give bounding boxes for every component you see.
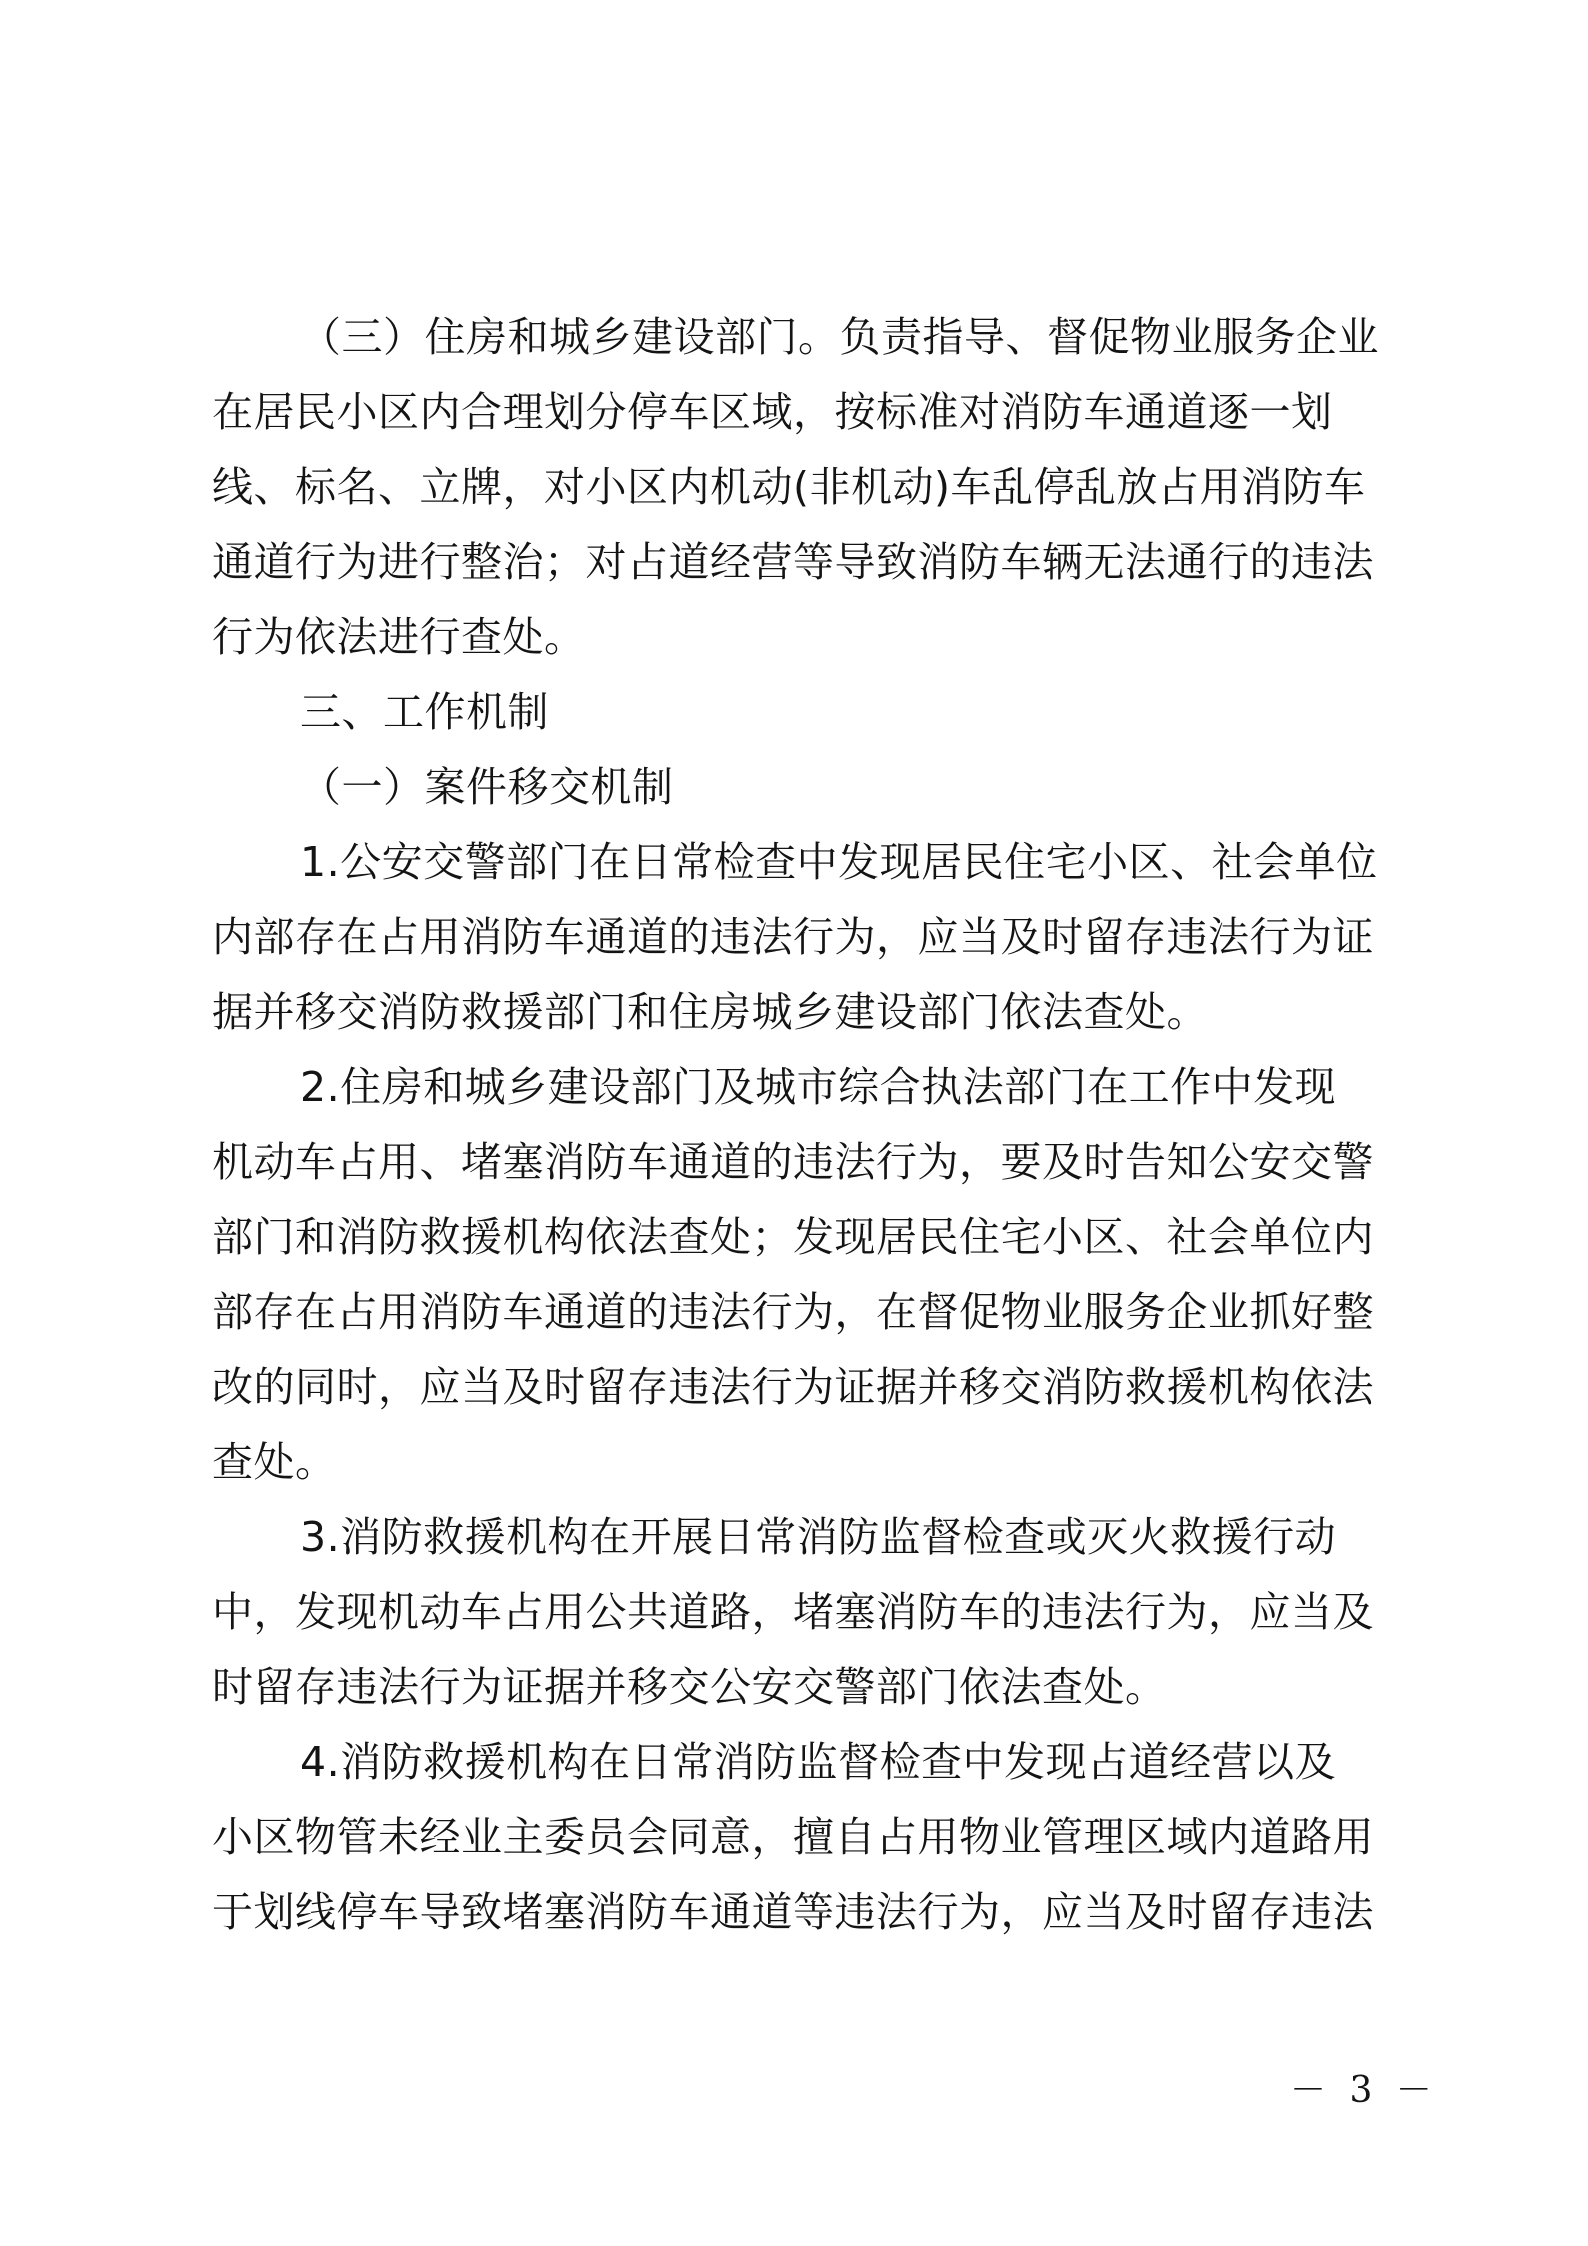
text-line: 1.公安交警部门在日常检查中发现居民住宅小区、社会单位 <box>300 838 1378 886</box>
text-line: 线、标名、立牌，对小区内机动(非机动)车乱停乱放占用消防车 <box>212 463 1366 511</box>
text-line: 时留存违法行为证据并移交公安交警部门依法查处。 <box>212 1663 1167 1711</box>
text-line: （三）住房和城乡建设部门。负责指导、督促物业服务企业 <box>300 313 1379 361</box>
page-number: － 3 － <box>1290 2070 1438 2111</box>
text-line: 于划线停车导致堵塞消防车通道等违法行为，应当及时留存违法 <box>212 1888 1374 1936</box>
text-line: 内部存在占用消防车通道的违法行为，应当及时留存违法行为证 <box>212 913 1374 961</box>
text-line: 小区物管未经业主委员会同意，擅自占用物业管理区域内道路用 <box>212 1813 1374 1861</box>
text-line: 查处。 <box>212 1438 337 1486</box>
text-line: 2.住房和城乡建设部门及城市综合执法部门在工作中发现 <box>300 1063 1337 1111</box>
text-line: 4.消防救援机构在日常消防监督检查中发现占道经营以及 <box>300 1738 1337 1786</box>
text-line: 通道行为进行整治；对占道经营等导致消防车辆无法通行的违法 <box>212 538 1374 586</box>
text-line: 改的同时，应当及时留存违法行为证据并移交消防救援机构依法 <box>212 1363 1374 1411</box>
text-line: 机动车占用、堵塞消防车通道的违法行为，要及时告知公安交警 <box>212 1138 1374 1186</box>
text-line: 据并移交消防救援部门和住房城乡建设部门依法查处。 <box>212 988 1208 1036</box>
text-line: 部门和消防救援机构依法查处；发现居民住宅小区、社会单位内 <box>212 1213 1374 1261</box>
section-heading: 三、工作机制 <box>300 688 549 736</box>
text-line: 中，发现机动车占用公共道路，堵塞消防车的违法行为，应当及 <box>212 1588 1374 1636</box>
text-line: 在居民小区内合理划分停车区域，按标准对消防车通道逐一划 <box>212 388 1333 436</box>
text-line: 部存在占用消防车通道的违法行为，在督促物业服务企业抓好整 <box>212 1288 1374 1336</box>
subsection-heading: （一）案件移交机制 <box>300 763 674 811</box>
text-line: 3.消防救援机构在开展日常消防监督检查或灭火救援行动 <box>300 1513 1337 1561</box>
text-line: 行为依法进行查处。 <box>212 613 586 661</box>
